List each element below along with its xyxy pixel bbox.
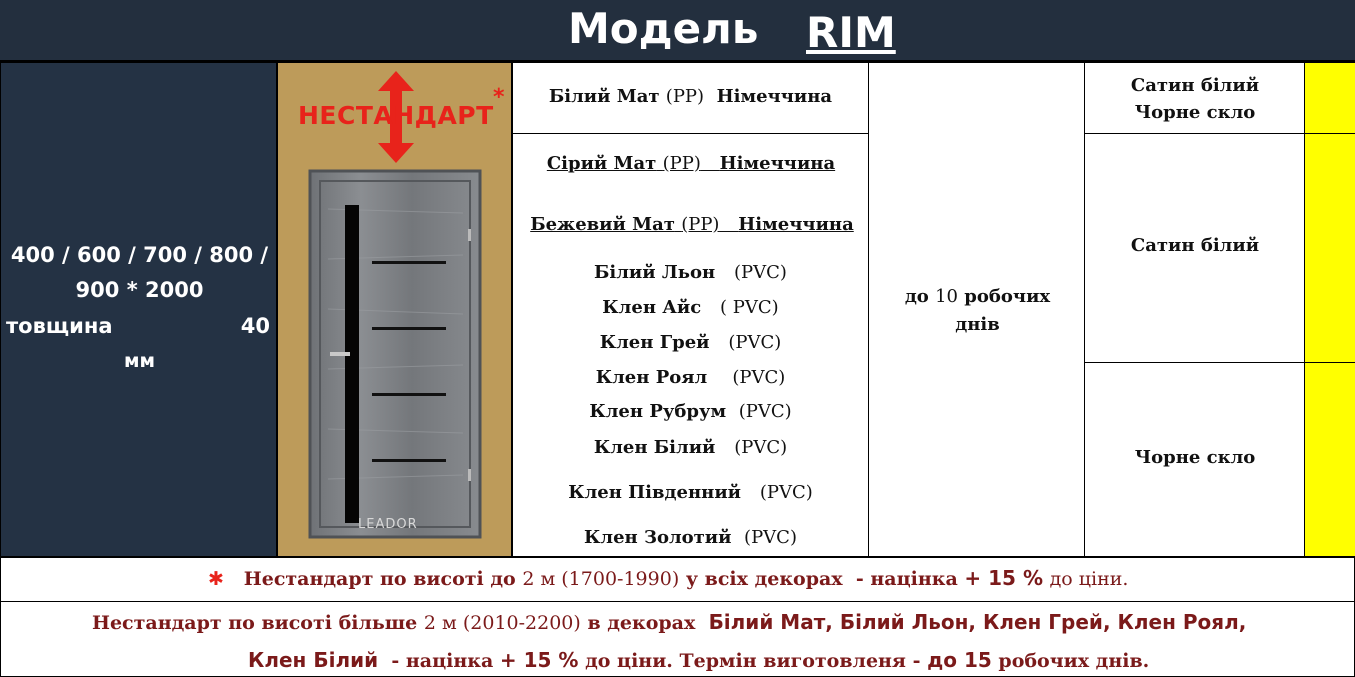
- highlight-strip: [1304, 62, 1355, 134]
- decor-item: Бежевий Мат (PP) Німеччина: [530, 214, 854, 235]
- brand-logo: LEADOR: [358, 517, 418, 532]
- model-name: RIM: [806, 8, 896, 57]
- highlight-strip: [1304, 133, 1355, 363]
- term-cell: [868, 62, 1085, 557]
- glass-option-3: Чорне скло: [1134, 447, 1256, 468]
- highlight-strip: [1304, 362, 1355, 557]
- page-title: Модель: [568, 4, 759, 53]
- decor-item: Клен Південний (PVC): [568, 482, 813, 503]
- thickness-value: 40: [240, 314, 270, 338]
- decor-item: Клен Грей (PVC): [599, 332, 782, 353]
- decor-item: Сірий Мат (PP) Німеччина: [546, 153, 836, 174]
- decor-item: Клен Білий (PVC): [593, 437, 788, 458]
- production-term: до 10 робочих днів: [904, 286, 1051, 335]
- asterisk-icon: ✱: [208, 568, 224, 590]
- decor-item: Білий Мат (PP) Німеччина: [548, 86, 833, 107]
- decor-item: Клен Золотий (PVC): [584, 527, 797, 548]
- nonstandard-asterisk: *: [493, 85, 505, 110]
- header-bar: [0, 0, 1355, 62]
- thickness-label: товщина: [6, 314, 113, 338]
- sizes-line-2: 900 * 2000: [75, 278, 204, 302]
- sizes-cell: [0, 62, 277, 557]
- decor-item: Клен Роял (PVC): [595, 367, 786, 388]
- glass-option-2: Сатин білий: [1130, 235, 1260, 256]
- decor-item: Білий Льон (PVC): [594, 262, 787, 283]
- decor-item: Клен Айс ( PVC): [602, 297, 779, 318]
- door-photo-cell: [277, 62, 512, 557]
- decor-item: Клен Рубрум (PVC): [589, 401, 792, 422]
- sizes-line-1: 400 / 600 / 700 / 800 /: [10, 243, 269, 267]
- footer-note-3: Клен Білий - націнка + 15 % до ціни. Термін виготовленя - до 15 робочих днів.: [248, 648, 1150, 672]
- footer-note-1: ✱ Нестандарт по висоті до 2 м (1700-1990) у всіх декорах - націнка + 15 % до ціни.: [208, 566, 1129, 590]
- nonstandard-badge: НЕСТАНДАРТ: [298, 101, 494, 130]
- footer-note-2: Нестандарт по висоті більше 2 м (2010-2200) в декорах Білий Мат, Білий Льон, Клен Грей, Клен Роял,: [92, 610, 1247, 634]
- door-image: [308, 169, 488, 539]
- thickness-unit: мм: [123, 350, 156, 372]
- glass-option-1: Сатин білий Чорне скло: [1130, 75, 1260, 123]
